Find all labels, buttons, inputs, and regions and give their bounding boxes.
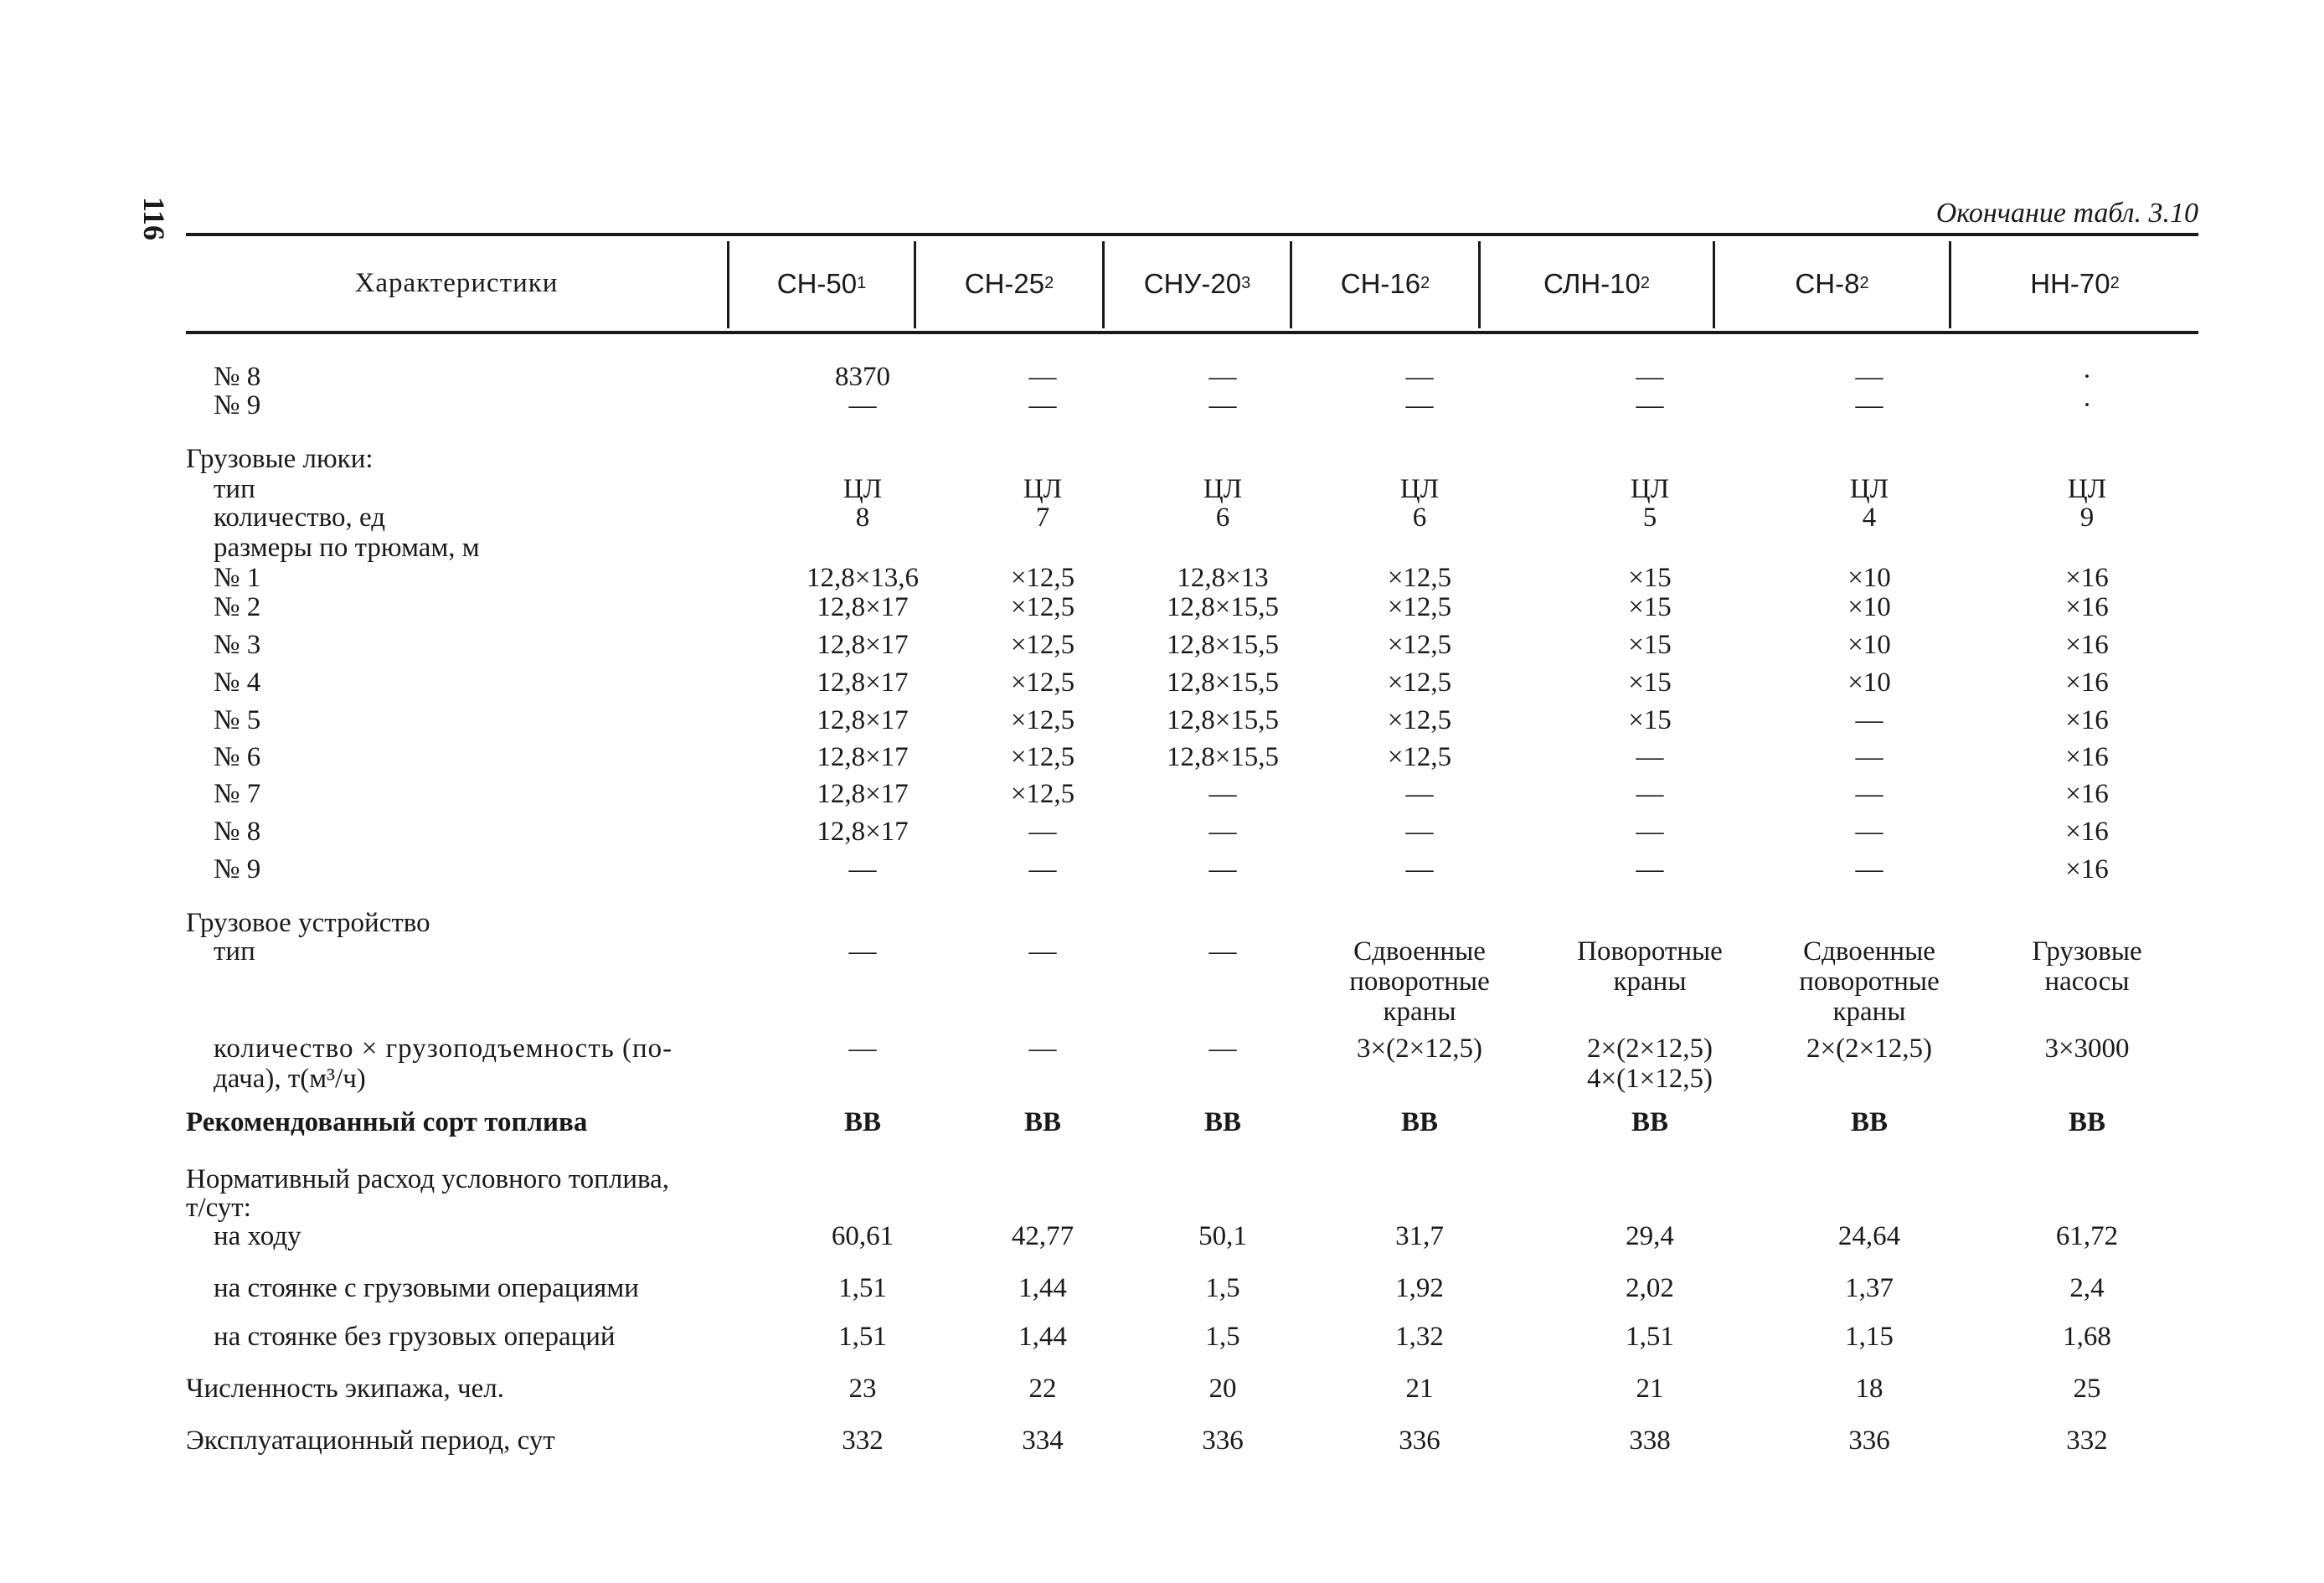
table-cell: — bbox=[1028, 362, 1057, 392]
table-cell: — bbox=[1405, 854, 1434, 884]
table-cell: 1,44 bbox=[1018, 1273, 1067, 1303]
header-col-6: СН-8 2 bbox=[1795, 267, 1869, 299]
table-cell: 2×(2×12,5) bbox=[1587, 1034, 1713, 1064]
table-cell: — bbox=[1405, 390, 1434, 420]
table-cell: — bbox=[848, 1034, 877, 1064]
table-cell: — bbox=[1636, 817, 1664, 847]
table-cell: 18 bbox=[1855, 1374, 1883, 1404]
table-cell: ×12,5 bbox=[1387, 705, 1452, 735]
table-cell: ×15 bbox=[1628, 563, 1672, 593]
table-cell: ×12,5 bbox=[1387, 630, 1452, 660]
row-label: № 1 bbox=[214, 563, 261, 593]
page-number: 116 bbox=[137, 196, 172, 241]
table-cell: 12,8×17 bbox=[817, 705, 909, 735]
table-cell: ×12,5 bbox=[1387, 742, 1452, 772]
table-cell: — bbox=[1208, 362, 1237, 392]
table-cell: 8370 bbox=[835, 362, 890, 392]
table-cell: — bbox=[1636, 742, 1664, 772]
table-cell: — bbox=[1636, 362, 1664, 392]
table-cell: 2,02 bbox=[1626, 1273, 1674, 1303]
table-cell: — bbox=[1405, 779, 1434, 809]
table-cell: 1,51 bbox=[838, 1273, 887, 1303]
table-cell: · bbox=[2082, 362, 2092, 392]
table-cell: ×16 bbox=[2065, 563, 2109, 593]
table-cell: — bbox=[1855, 817, 1883, 847]
row-label: дача), т(м³/ч) bbox=[214, 1064, 366, 1094]
table-cell: — bbox=[1405, 362, 1434, 392]
table-cell: ВВ bbox=[843, 1107, 882, 1137]
row-label: количество × грузоподъемность (по- bbox=[214, 1034, 673, 1064]
table-cell: 5 bbox=[1642, 503, 1657, 533]
table-cell: ВВ bbox=[1023, 1107, 1062, 1137]
table-cell: — bbox=[1028, 817, 1057, 847]
table-cell: Поворотные краны bbox=[1577, 936, 1723, 997]
table-cell: ×16 bbox=[2065, 854, 2109, 884]
row-label: № 6 bbox=[214, 742, 261, 772]
table-cell: 12,8×17 bbox=[817, 668, 909, 698]
table-cell: Сдвоенные поворотные краны bbox=[1799, 936, 1940, 1027]
table-cell: ×12,5 bbox=[1387, 668, 1452, 698]
row-label: т/сут: bbox=[186, 1193, 251, 1223]
row-label: № 7 bbox=[214, 779, 261, 809]
table-cell: 23 bbox=[848, 1374, 877, 1404]
table-cell: 338 bbox=[1629, 1426, 1671, 1456]
table-cell: ВВ bbox=[1400, 1107, 1439, 1137]
table-cell: 12,8×15,5 bbox=[1166, 592, 1280, 622]
table-cell: — bbox=[1855, 705, 1883, 735]
table-cell: ×12,5 bbox=[1010, 779, 1075, 809]
table-cell: 1,92 bbox=[1395, 1273, 1444, 1303]
table-cell: ×10 bbox=[1847, 592, 1891, 622]
row-label: № 8 bbox=[214, 362, 261, 392]
row-label: № 3 bbox=[214, 630, 261, 660]
table-cell: ×16 bbox=[2065, 630, 2109, 660]
table-cell: ×10 bbox=[1847, 630, 1891, 660]
table-cell: 1,15 bbox=[1845, 1322, 1894, 1352]
table-cell: 336 bbox=[1399, 1426, 1440, 1456]
table-cell: ВВ bbox=[1203, 1107, 1242, 1137]
table-cell: 8 bbox=[855, 503, 870, 533]
table-cell: 1,32 bbox=[1395, 1322, 1444, 1352]
table-cell: ЦЛ bbox=[1023, 474, 1063, 504]
table-cell: 12,8×17 bbox=[817, 630, 909, 660]
row-label: тип bbox=[214, 474, 255, 504]
table-cell: 2×(2×12,5) bbox=[1806, 1034, 1932, 1064]
table-cell: 12,8×17 bbox=[817, 817, 909, 847]
table-cell: ×15 bbox=[1628, 705, 1672, 735]
table-cell: ×16 bbox=[2065, 668, 2109, 698]
row-label: Грузовые люки: bbox=[186, 444, 374, 474]
table-cell: — bbox=[1855, 779, 1883, 809]
table-cell: 6 bbox=[1412, 503, 1427, 533]
row-label: № 4 bbox=[214, 668, 261, 698]
table-cell: ВВ bbox=[1631, 1107, 1669, 1137]
row-label: на ходу bbox=[214, 1221, 301, 1251]
table-cell: ×12,5 bbox=[1387, 592, 1452, 622]
table-cell: 6 bbox=[1215, 503, 1230, 533]
table-cell: — bbox=[1636, 390, 1664, 420]
table-cell: — bbox=[1208, 779, 1237, 809]
table-cell: ×12,5 bbox=[1387, 563, 1452, 593]
table-cell: 12,8×13 bbox=[1177, 563, 1269, 593]
row-label: № 2 bbox=[214, 592, 261, 622]
row-label: на стоянке без грузовых операций bbox=[214, 1322, 616, 1352]
table-cell: 1,5 bbox=[1205, 1273, 1240, 1303]
table-cell: 12,8×15,5 bbox=[1166, 630, 1280, 660]
table-cell: ×12,5 bbox=[1010, 563, 1075, 593]
table-cell: 21 bbox=[1636, 1374, 1664, 1404]
table-cell: ×12,5 bbox=[1010, 705, 1075, 735]
table-cell: ×16 bbox=[2065, 705, 2109, 735]
table-cell: 12,8×15,5 bbox=[1166, 742, 1280, 772]
row-label: № 9 bbox=[214, 390, 261, 420]
table-cell: 31,7 bbox=[1395, 1221, 1444, 1251]
row-label: на стоянке с грузовыми операциями bbox=[214, 1273, 639, 1303]
table-cell: ×16 bbox=[2065, 742, 2109, 772]
table-cell: — bbox=[1636, 779, 1664, 809]
header-col-7: НН-70 2 bbox=[2030, 267, 2120, 299]
table-cell: 25 bbox=[2073, 1374, 2101, 1404]
table-cell: 21 bbox=[1405, 1374, 1434, 1404]
table-cell: 2,4 bbox=[2069, 1273, 2105, 1303]
table-cell: 12,8×13,6 bbox=[806, 563, 920, 593]
table-cell: 4×(1×12,5) bbox=[1587, 1064, 1713, 1094]
table-cell: 4 bbox=[1862, 503, 1877, 533]
table-cell: ЦЛ bbox=[1203, 474, 1243, 504]
table-cell: — bbox=[1208, 1034, 1237, 1064]
row-label: № 5 bbox=[214, 705, 261, 735]
table-cell: — bbox=[848, 390, 877, 420]
table-cell: 12,8×17 bbox=[817, 779, 909, 809]
table-cell: 9 bbox=[2079, 503, 2095, 533]
table-cell: — bbox=[1855, 390, 1883, 420]
table-cell: 1,68 bbox=[2063, 1322, 2111, 1352]
table-cell: ЦЛ bbox=[843, 474, 883, 504]
table-cell: ×10 bbox=[1847, 668, 1891, 698]
table-cell: 20 bbox=[1208, 1374, 1237, 1404]
table-cell: · bbox=[2082, 390, 2092, 420]
table-cell: 29,4 bbox=[1626, 1221, 1674, 1251]
table-caption: Окончание табл. 3.10 bbox=[1935, 198, 2198, 229]
table-cell: 1,44 bbox=[1018, 1322, 1067, 1352]
table-cell: 1,5 bbox=[1205, 1322, 1240, 1352]
table-cell: ×12,5 bbox=[1010, 630, 1075, 660]
table-cell: 42,77 bbox=[1011, 1221, 1074, 1251]
row-label: количество, ед bbox=[214, 503, 386, 533]
table-cell: 334 bbox=[1022, 1426, 1064, 1456]
table-cell: — bbox=[1028, 936, 1057, 967]
table-cell: 12,8×17 bbox=[817, 592, 909, 622]
table-cell: — bbox=[1208, 854, 1237, 884]
row-label: № 8 bbox=[214, 817, 261, 847]
table-cell: — bbox=[848, 854, 877, 884]
table-cell: ×10 bbox=[1847, 563, 1891, 593]
header-characteristics: Характеристики bbox=[354, 268, 559, 298]
table-cell: ВВ bbox=[2068, 1107, 2106, 1137]
table-cell: ×12,5 bbox=[1010, 742, 1075, 772]
table-cell: Сдвоенные поворотные краны bbox=[1349, 936, 1490, 1027]
table-cell: ×15 bbox=[1628, 592, 1672, 622]
table-cell: 332 bbox=[2066, 1426, 2108, 1456]
row-label: тип bbox=[214, 936, 255, 967]
table-cell: ×16 bbox=[2065, 592, 2109, 622]
table-cell: — bbox=[1028, 390, 1057, 420]
table-cell: — bbox=[1028, 1034, 1057, 1064]
table-cell: 7 bbox=[1035, 503, 1050, 533]
row-label: Эксплуатационный период, сут bbox=[186, 1426, 555, 1456]
table-cell: ×15 bbox=[1628, 630, 1672, 660]
table-cell: ×15 bbox=[1628, 668, 1672, 698]
table-cell: ×12,5 bbox=[1010, 668, 1075, 698]
table-cell: 22 bbox=[1028, 1374, 1057, 1404]
table-cell: ЦЛ bbox=[2067, 474, 2107, 504]
table-cell: 61,72 bbox=[2055, 1221, 2119, 1251]
row-label: Грузовое устройство bbox=[186, 908, 430, 938]
table-cell: 60,61 bbox=[831, 1221, 894, 1251]
row-label: № 9 bbox=[214, 854, 261, 884]
table-cell: 12,8×15,5 bbox=[1166, 705, 1280, 735]
table-cell: — bbox=[1208, 390, 1237, 420]
table-cell: 1,51 bbox=[838, 1322, 887, 1352]
row-label: Численность экипажа, чел. bbox=[186, 1374, 504, 1404]
table-cell: ×16 bbox=[2065, 779, 2109, 809]
table-cell: 3×3000 bbox=[2044, 1034, 2130, 1064]
table-cell: 50,1 bbox=[1198, 1221, 1247, 1251]
table-cell: ВВ bbox=[1850, 1107, 1889, 1137]
header-col-3: СНУ-20 3 bbox=[1143, 267, 1251, 299]
table-cell: — bbox=[1405, 817, 1434, 847]
table-cell: — bbox=[1028, 854, 1057, 884]
table-cell: 3×(2×12,5) bbox=[1357, 1034, 1482, 1064]
table-cell: ЦЛ bbox=[1849, 474, 1889, 504]
header-col-2: СН-25 2 bbox=[964, 267, 1054, 299]
row-label: Нормативный расход условного топлива, bbox=[186, 1164, 670, 1194]
table-cell: ЦЛ bbox=[1630, 474, 1670, 504]
header-col-5: СЛН-10 2 bbox=[1543, 267, 1651, 299]
header-col-1: СН-50 1 bbox=[776, 267, 867, 299]
table-cell: — bbox=[1855, 362, 1883, 392]
table-cell: — bbox=[1855, 854, 1883, 884]
table-cell: 12,8×15,5 bbox=[1166, 668, 1280, 698]
table-cell: 24,64 bbox=[1837, 1221, 1901, 1251]
header-col-4: СН-16 2 bbox=[1340, 267, 1430, 299]
table-cell: — bbox=[1855, 742, 1883, 772]
table-cell: — bbox=[1208, 936, 1237, 967]
table-cell: 336 bbox=[1848, 1426, 1890, 1456]
table-cell: Грузовые насосы bbox=[2032, 936, 2142, 997]
table-cell: — bbox=[1208, 817, 1237, 847]
table-cell: ×12,5 bbox=[1010, 592, 1075, 622]
row-label: Рекомендованный сорт топлива bbox=[186, 1107, 588, 1137]
table-cell: 1,37 bbox=[1845, 1273, 1894, 1303]
table-cell: 1,51 bbox=[1626, 1322, 1674, 1352]
table-cell: 332 bbox=[842, 1426, 884, 1456]
table-cell: — bbox=[1636, 854, 1664, 884]
table-cell: 336 bbox=[1202, 1426, 1244, 1456]
table-cell: — bbox=[848, 936, 877, 967]
table-cell: 12,8×17 bbox=[817, 742, 909, 772]
table-cell: ЦЛ bbox=[1399, 474, 1440, 504]
row-label: размеры по трюмам, м bbox=[214, 533, 480, 563]
table-cell: ×16 bbox=[2065, 817, 2109, 847]
